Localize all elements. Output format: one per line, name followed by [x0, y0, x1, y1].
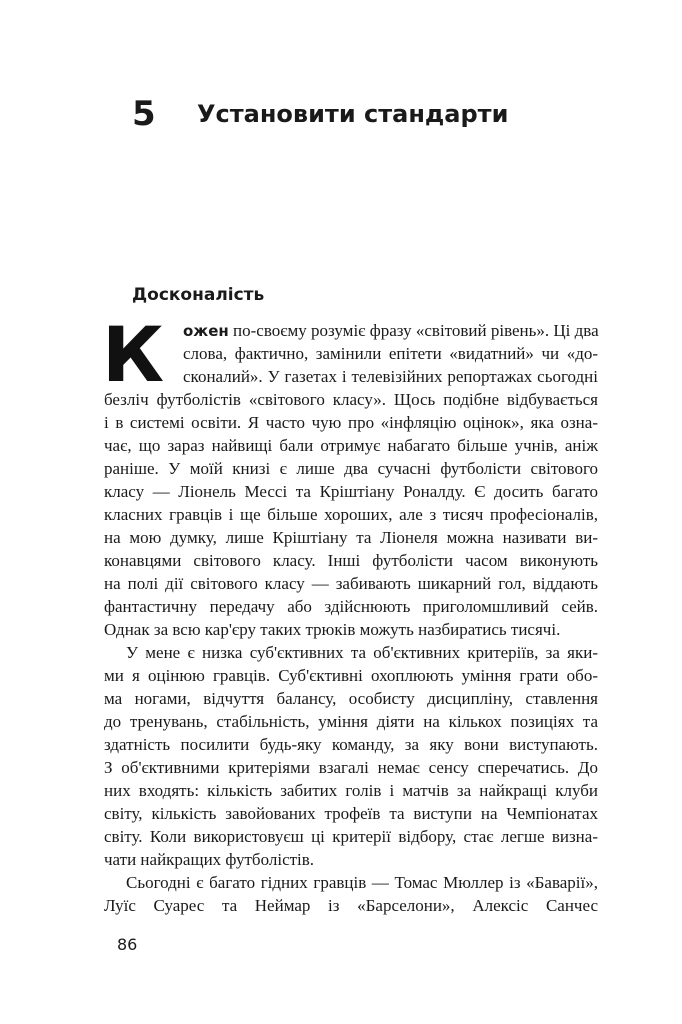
text-line: сконалий». У газетах і телевізійних репортажах сьогодні	[183, 367, 598, 386]
text-line: раніше. У моїй книзі є лише два сучасні футболісти світового	[104, 459, 598, 478]
text-line: Однак за всю кар'єру таких трюків можуть назбиратись тисячі.	[104, 620, 561, 639]
text-line: і в системі освіти. Я часто чую про «інфляцію оцінок», яка озна-	[104, 413, 598, 432]
text-line: ми я оцінюю гравців. Суб'єктивні охоплюють уміння грати обо-	[104, 666, 598, 685]
text-line: ма ногами, відчуття балансу, особисту дисципліну, ставлення	[104, 689, 598, 708]
text-line: здатність посилити будь-яку команду, за яку вони виступають.	[104, 735, 598, 754]
text-line: світу, кількість завойованих трофеїв та виступи на Чемпіонатах	[104, 804, 598, 823]
chapter-title: Установити стандарти	[197, 100, 509, 128]
text-line: конавцями світового класу. Інші футболісти часом виконують	[104, 551, 598, 570]
text-line: Сьогодні є багато гідних гравців — Томас Мюллер із «Баварії»,	[126, 873, 598, 892]
text-line: класних гравців і ще більше хороших, але з тисяч професіоналів,	[104, 505, 598, 524]
text-line: З об'єктивними критеріями взагалі немає сенсу сперечатись. До	[104, 758, 598, 777]
page-number: 86	[117, 935, 138, 954]
text-line: них входять: кількість забитих голів і матчів за найкращі клуби	[104, 781, 598, 800]
text-line: Луїс Суарес та Неймар із «Барселони», Алексіс Санчес	[104, 896, 598, 915]
drop-cap: К	[102, 310, 165, 399]
text-line: на мою думку, лише Кріштіану та Ліонеля можна називати ви-	[104, 528, 598, 547]
text-line: слова, фактично, замінили епітети «видатний» чи «до-	[183, 344, 598, 363]
text-line: чати найкращих футболістів.	[104, 850, 315, 869]
lead-word: ожен	[183, 322, 229, 340]
text-line: класу — Ліонель Мессі та Кріштіану Роналду. Є досить багато	[104, 482, 598, 501]
text-line: до тренувань, стабільність, уміння діяти на кількох позиціях та	[104, 712, 598, 731]
text-line: на полі дії світового класу — забивають шикарний гол, віддають	[104, 574, 598, 593]
text-line: безліч футболістів «світового класу». Щось подібне відбувається	[104, 390, 598, 409]
text-line: У мене є низка суб'єктивних та об'єктивних критеріїв, за яки-	[126, 643, 598, 662]
text-line: фантастичну передачу або здійснюють приголомшливий сейв.	[104, 597, 598, 616]
text-line: чає, що зараз найвищі бали отримує набагато більше учнів, аніж	[104, 436, 598, 455]
text-line: ожен по-своєму розуміє фразу «світовий рівень». Ці два	[183, 321, 599, 340]
chapter-number: 5	[132, 94, 156, 134]
section-heading: Досконалість	[132, 285, 265, 305]
text-line: світу. Коли використовуєш ці критерії відбору, стає легше визна-	[104, 827, 598, 846]
